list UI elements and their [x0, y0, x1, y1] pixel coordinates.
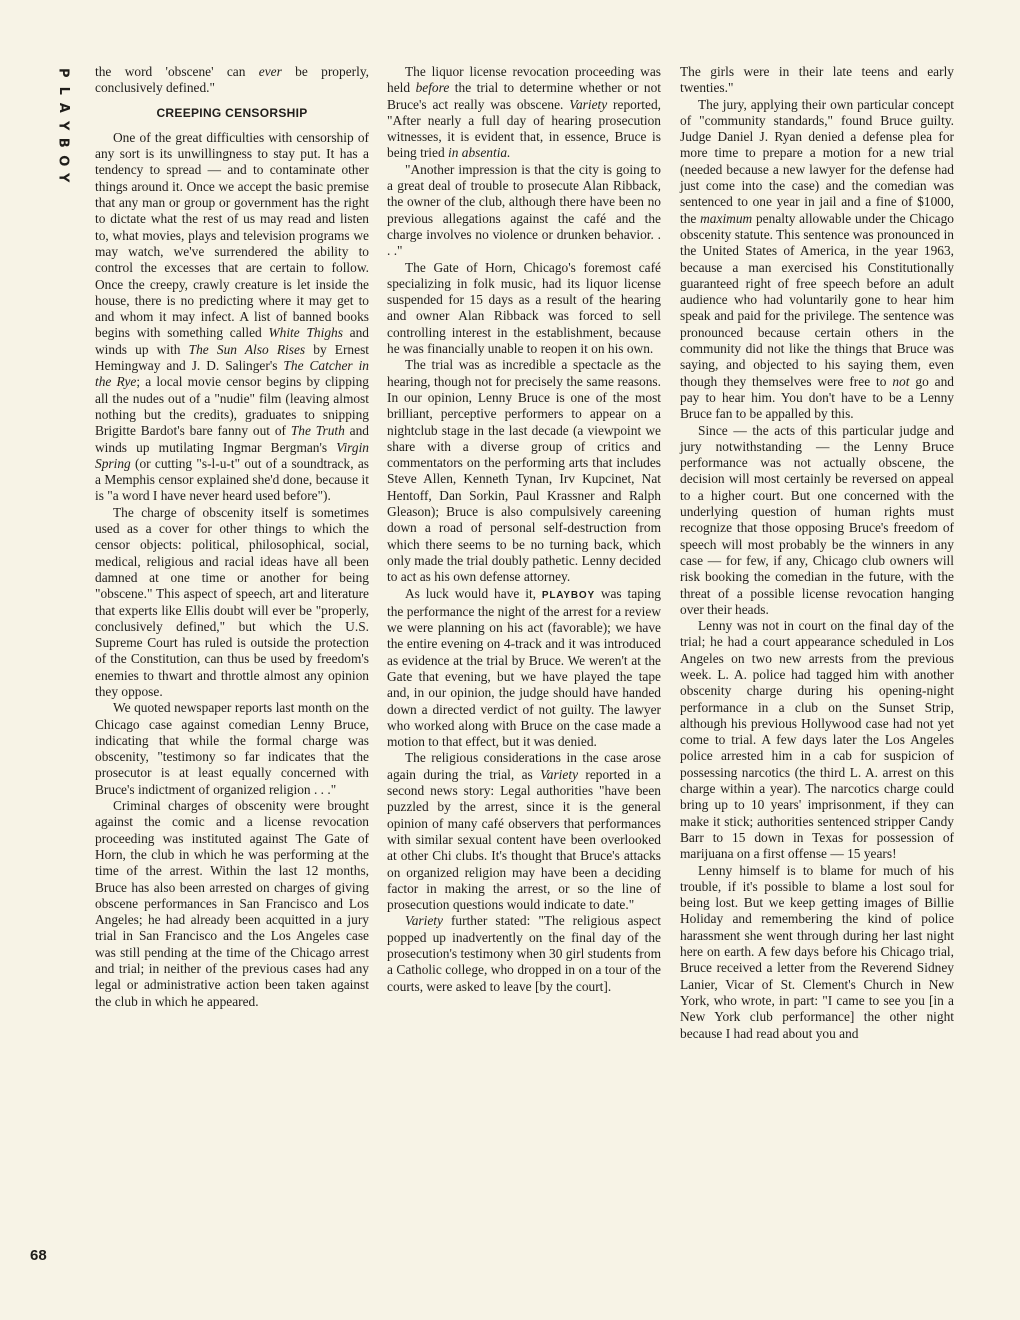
masthead-letter: B [55, 137, 71, 148]
paragraph: The religious considerations in the case arose again during the trial, as Variety reported in a second news story: Legal authorities "have been puzzled by the arrest, since it is the general opinion of many café observers that performances with similar sexual content have been overlooked at other Chi clubs. It's thought that Bruce's attacks on organized religion may have been a deciding factor in making the arrest, or so the line of prosecution questions would indicate to date." [387, 750, 661, 913]
paragraph: the word 'obscene' can ever be properly, conclusively defined." [95, 64, 369, 96]
section-heading: CREEPING CENSORSHIP [156, 105, 308, 120]
paragraph: The girls were in their late teens and early twenties." [680, 64, 954, 96]
paragraph: The charge of obscenity itself is sometimes used as a cover for other things to which the censor objects: political, philosophical, social, medical, religious and racial ideas have all been damned at one time or another for being "obscene." This aspect of speech, art and literature that experts like Ellis doubt will ever be "properly, conclusively defined," but which the U.S. Supreme Court has ruled is outside the protection of the Constitution, can thus be used by freedom's enemies to thwart and throttle almost any opinion they oppose. [95, 504, 369, 699]
article-column-1 [95, 64, 369, 1010]
masthead-letter: P [55, 67, 71, 78]
magazine-masthead [48, 64, 78, 187]
paragraph: As luck would have it, PLAYBOY was taping the performance the night of the arrest for a review we were planning on his act (favorable); we have the entire evening on 4-track and it was introduced as evidence at the trial by Bruce. We weren't at the Gate that evening, but we have played the tape and, in our opinion, the judge should have handed down a directed verdict of not guilty. The lawyer who worked along with Bruce on the case made a motion to that effect, but it was denied. [387, 585, 661, 750]
paragraph: Lenny himself is to blame for much of his trouble, if it's possible to blame a lost soul for being lost. But we keep getting images of Billie Holiday and remembering the kind of police harassment she went through during her last night here on earth. A few days before his Chicago trial, Bruce received a letter from the Reverend Sidney Lanier, Vicar of St. Clement's Church in New York, who wrote, in part: "I came to see you [in a New York club performance] the other night because I had read about you and [680, 862, 954, 1041]
paragraph: One of the great difficulties with censorship of any sort is its unwillingness to stay put. It has a tendency to spread — and to contaminate other things around it. Once we accept the basic premise that any man or group or government has the right to dictate what the rest of us may read and listen to, what movies, plays and television programs we may watch, we've surrendered the ability to control the excesses that are certain to follow. Once the creepy, crawly creature is let inside the house, there is no predicting where it may get to and whom it may infect. A list of banned books begins with something called White Thighs and winds up with The Sun Also Rises by Ernest Hemingway and J. D. Salinger's The Catcher in the Rye; a local movie censor begins by clipping all the nudes out of a "nudie" film (leaving almost nothing but the credits), graduates to snipping Brigitte Bardot's bare fanny out of The Truth and winds up mutilating Ingmar Bergman's Virgin Spring (or cutting "s-l-u-t" out of a soundtrack, as a Memphis censor explained she'd done, because it is "a word I have never heard used before"). [95, 129, 370, 504]
paragraph: "Another impression is that the city is going to a great deal of trouble to prosecute Alan Ribback, the owner of the club, although there have been no previous allegations against the café and the charge involves no violence or drunken behavior. . . ." [387, 161, 661, 259]
paragraph: We quoted newspaper reports last month on the Chicago case against comedian Lenny Bruce, indicating that while the formal charge was obscenity, "testimony so far indicates that the prosecutor is at least equally concerned with Bruce's indictment of organized religion . . ." [95, 700, 369, 797]
masthead-letter: Y [55, 173, 71, 183]
paragraph: The trial was as incredible a spectacle as the hearing, though not for precisely the same reasons. In our opinion, Lenny Bruce is one of the most brilliant, perceptive performers to appear on a nightclub stage in the last decade (a viewpoint we share with a diverse group of critics and commentators on the performing arts that includes Steve Allen, Kenneth Tynan, Irv Kupcinet, Nat Hentoff, Dan Sorkin, Paul Krassner and Ralph Gleason); Bruce is also compulsively careening down a road of personal self-destruction from which there seems to be no turning back, which only made the trial doubly pathetic. Lenny decided to act as his own defense attorney. [387, 357, 661, 585]
paragraph: Lenny was not in court on the final day of the trial; he had a court appearance scheduled in Los Angeles on two new arrests from the previous week. L. A. police had tagged him with another obscenity charge during his opening-night performance in a club on the Sunset Strip, although his previous Hollywood case had not yet come to trial. A few days later the Los Angeles police arrested him in a cab for suspicion of possessing narcotics (the third L. A. arrest on this charge within a year). The narcotics charge could bring up to 10 years' imprisonment, if they can make it stick; authorities sentenced stripper Candy Barr to 15 down in Texas for possession of marijuana on a first offense — 15 years! [680, 618, 954, 862]
masthead-letter: Y [55, 120, 71, 130]
paragraph: The liquor license revocation proceeding was held before the trial to determine whether or not Bruce's act really was obscene. Variety reported, "After nearly a full day of hearing prosecution witnesses, it is evident that, in essence, Bruce is being tried in absentia. [387, 64, 662, 161]
article-column-3 [680, 64, 954, 1042]
paragraph: Criminal charges of obscenity were brought against the comic and a license revocation proceeding was instituted against The Gate of Horn, the club in which he was performing at the time of the arrest. Within the last 12 months, Bruce has also been arrested on charges of giving obscene performances in San Francisco and Los Angeles; he had already been acquitted in a jury trial in San Francisco and the Los Angeles case was still pending at the time of the Chicago arrest and trial; in neither of the previous cases had any legal or administrative action been taken against the club in which he appeared. [95, 798, 369, 1009]
paragraph: The jury, applying their own particular concept of "community standards," found Bruce guilty. Judge Daniel J. Ryan denied a defense plea for more time to prepare a motion for a new trial (needed because a new lawyer for the defense had just come into the case) and the comedian was sentenced to one year in jail and a fine of $1000, the maximum penalty allowable under the Chicago obscenity statute. This sentence was pronounced in the United States of America, in the year 1963, because a man exercised his Constitutionally guaranteed right of free speech before an adult audience who had voluntarily gone to hear him speak and paid for the privilege. The sentence was pronounced because certain others in the community did not like the things that Bruce was saying, and objected to his saying them, even though they themselves were free to not go and pay to hear him. You don't have to be a Lenny Bruce fan to be appalled by this. [680, 96, 954, 422]
page-number: 68 [30, 1247, 47, 1264]
masthead-letter: A [55, 102, 71, 113]
masthead-letter: O [55, 154, 71, 166]
paragraph: The Gate of Horn, Chicago's foremost café specializing in folk music, had its liquor license suspended for 15 days as a result of the hearing and owner Alan Ribback was forced to sell controlling interest in the establishment, because he was financially unable to reopen it on his own. [387, 259, 661, 357]
article-column-2 [387, 64, 661, 995]
paragraph: Variety further stated: "The religious aspect popped up inadvertently on the final day of the prosecution's testimony when 30 girl students from a Catholic college, who dropped in on a tour of the courts, were asked to leave [by the court]. [387, 913, 661, 994]
paragraph: Since — the acts of this particular judge and jury notwithstanding — the Lenny Bruce performance was not actually obscene, the decision will most certainly be reversed on appeal to a higher court. But one concerned with the underlying question of human rights must recognize that those opposing Bruce's freedom of speech will most probably be the winners in any case — for few, if any, Chicago club owners will risk booking the comedian in the future, with the threat of a possible license revocation hanging over their heads. [680, 422, 954, 617]
masthead-letter: L [55, 86, 71, 95]
